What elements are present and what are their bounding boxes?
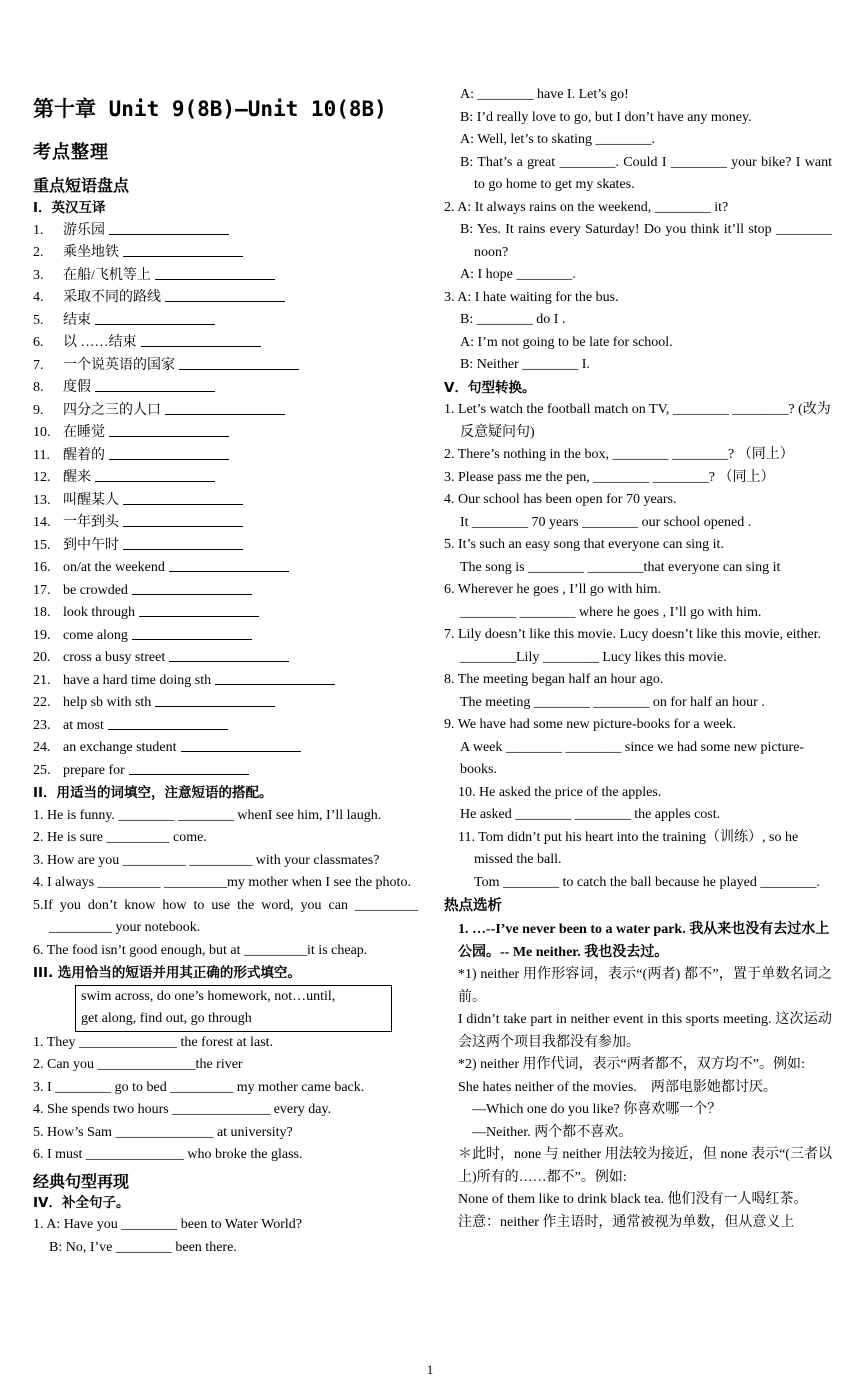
phrase-text: an exchange student — [63, 740, 177, 755]
phrase-number: 19. — [33, 627, 51, 643]
answer-line: He asked ________ ________ the apples cost. — [460, 807, 721, 822]
phrase-box-line: swim across, do one’s homework, not…until, — [81, 988, 336, 1004]
answer-line: The song is ________ ________that everyone can sing it — [460, 559, 781, 575]
exercise-line: B: No, I’ve ________ been there. — [49, 1239, 237, 1255]
phrase-number: 25. — [33, 762, 51, 778]
section-title: 考点整理 — [33, 142, 109, 163]
exercise-line: 1. Let’s watch the football match on TV, ________ ________? (改为反意疑问句) — [444, 402, 831, 440]
sentences-heading: 经典句型再现 — [33, 1171, 130, 1191]
phrase-item — [33, 670, 418, 693]
phrase-number: 5. — [33, 312, 44, 328]
part3-heading: III. 选用恰当的短语并用其正确的形式填空。 — [33, 965, 301, 981]
phrase-text: 四分之三的人口 — [63, 402, 161, 418]
phrase-item — [33, 557, 418, 580]
answer-blank[interactable] — [155, 692, 275, 707]
phrase-text: 结束 — [63, 312, 91, 328]
phrase-number: 21. — [33, 672, 51, 688]
phrases-section — [33, 173, 418, 1259]
phrase-item — [33, 310, 418, 333]
exercise-line: A: ________ have I. Let’s go! — [460, 87, 629, 102]
phrase-number: 8. — [33, 380, 44, 395]
answer-blank[interactable] — [95, 377, 215, 392]
answer-blank[interactable] — [95, 310, 215, 325]
phrase-number: 18. — [33, 605, 51, 620]
answer-blank[interactable] — [123, 535, 243, 550]
part5-heading: V．句型转换。 — [444, 379, 536, 396]
answer-blank[interactable] — [123, 242, 243, 257]
part2-heading: II．用适当的词填空，注意短语的搭配。 — [33, 785, 273, 801]
answer-line: It ________ 70 years ________ our school opened . — [460, 514, 752, 530]
exercise-line: B: Neither ________ I. — [460, 357, 590, 372]
phrase-text: help sb with sth — [63, 695, 152, 710]
answer-blank[interactable] — [108, 715, 228, 730]
exercise-line: A: Well, let’s to skating ________. — [460, 132, 655, 147]
phrase-item — [33, 737, 418, 760]
exercise-line: 2. A: It always rains on the weekend, ________ it? — [444, 199, 729, 215]
phrase-number: 12. — [33, 470, 51, 485]
exercise-line: B: ________ do I . — [460, 312, 566, 327]
phrase-text: be crowded — [63, 582, 128, 598]
answer-blank[interactable] — [109, 422, 229, 437]
exercise-line: 8. The meeting began half an hour ago. — [444, 672, 664, 687]
answer-blank[interactable] — [215, 670, 335, 685]
phrase-number: 15. — [33, 537, 51, 553]
phrase-number: 6. — [33, 335, 44, 350]
phrase-text: cross a busy street — [63, 650, 166, 665]
phrase-text: 醒着的 — [63, 447, 105, 463]
answer-blank[interactable] — [132, 625, 252, 640]
phrase-item — [33, 692, 418, 715]
phrase-number: 4. — [33, 290, 44, 305]
phrase-number: 20. — [33, 650, 51, 665]
hot-paragraph: —Which one do you like? 你喜欢哪一个？ — [472, 1102, 722, 1117]
phrase-item — [33, 760, 418, 783]
phrase-item — [33, 355, 418, 378]
phrase-number: 16. — [33, 560, 51, 575]
phrase-item — [33, 445, 418, 468]
exercise-line: 3. How are you _________ _________ with your classmates? — [33, 852, 380, 868]
answer-blank[interactable] — [132, 580, 252, 595]
phrase-text: have a hard time doing sth — [63, 672, 212, 688]
phrase-text: prepare for — [63, 762, 125, 778]
phrase-text: on/at the weekend — [63, 560, 165, 575]
part3-list — [33, 1032, 418, 1167]
phrase-text: 在船/飞机等上 — [63, 267, 151, 283]
phrase-text: look through — [63, 605, 135, 620]
answer-blank[interactable] — [165, 400, 285, 415]
exercise-line: 4. I always _________ _________my mother when I see the photo. — [33, 875, 411, 890]
answer-blank[interactable] — [139, 602, 259, 617]
phrase-number: 22. — [33, 695, 51, 710]
phrase-item — [33, 535, 418, 558]
phrase-number: 3. — [33, 267, 44, 283]
exercise-line: 10. He asked the price of the apples. — [458, 784, 662, 800]
exercise-line: 9. We have had some new picture-books for a week. — [444, 717, 737, 732]
phrase-item — [33, 625, 418, 648]
phrase-text: come along — [63, 627, 128, 643]
answer-blank[interactable] — [129, 760, 249, 775]
exercise-line: B: Yes. It rains every Saturday! Do you think it’ll stop ________ noon? — [460, 222, 832, 260]
phrase-item — [33, 715, 418, 738]
hot-point-1: 1. …--I’ve never been to a water park. 我从来也没有去过水上公园。-- Me neither. 我也没去过。 — [458, 922, 830, 960]
exercise-line: 2. He is sure _________ come. — [33, 830, 207, 845]
answer-blank[interactable] — [123, 490, 243, 505]
phrase-item — [33, 512, 418, 535]
phrase-number: 14. — [33, 515, 51, 530]
phrase-number: 11. — [33, 447, 50, 463]
answer-blank[interactable] — [165, 287, 285, 302]
answer-blank[interactable] — [141, 332, 261, 347]
exercise-line: 7. Lily doesn’t like this movie. Lucy doesn’t like this movie, either. — [444, 627, 822, 642]
right-content — [444, 84, 832, 1234]
phrase-text: 一个说英语的国家 — [63, 357, 175, 373]
answer-blank[interactable] — [109, 220, 229, 235]
exercise-line: B: I’d really love to go, but I don’t have any money. — [460, 109, 752, 125]
answer-blank[interactable] — [95, 467, 215, 482]
exercise-line: A: I’m not going to be late for school. — [460, 334, 673, 350]
answer-line: Tom ________ to catch the ball because he played ________. — [474, 874, 820, 890]
exercise-line: 5.If you don’t know how to use the word, you can _________ _________ your notebook. — [33, 897, 418, 935]
exercise-line: 2. Can you ______________the river — [33, 1057, 243, 1072]
exercise-line: 4. Our school has been open for 70 years. — [444, 492, 677, 507]
exercise-line: 1. A: Have you ________ been to Water World? — [33, 1217, 303, 1232]
phrase-item — [33, 242, 418, 265]
part1-list — [33, 220, 418, 783]
hot-paragraph: I didn’t take part in neither event in this sports meeting. 这次运动会这两个项目我都没有参加。 — [458, 1012, 832, 1050]
phrase-item — [33, 265, 418, 288]
phrase-item — [33, 647, 418, 670]
phrase-item — [33, 602, 418, 625]
phrase-text: 采取不同的路线 — [63, 290, 161, 305]
answer-line: ________ ________ where he goes , I’ll go with him. — [460, 604, 762, 620]
answer-blank[interactable] — [109, 445, 229, 460]
phrase-text: 一年到头 — [63, 515, 119, 530]
phrase-item — [33, 467, 418, 490]
part2-list — [33, 805, 418, 963]
phrase-text: 醒来 — [63, 470, 91, 485]
phrase-box-line: get along, find out, go through — [81, 1011, 252, 1026]
exercise-line: 3. Please pass me the pen, ________ ________? （同上） — [444, 469, 775, 485]
phrase-text: 度假 — [63, 380, 91, 395]
exercise-line: 2. There’s nothing in the box, ________ ________? （同上） — [444, 447, 794, 462]
exercise-line: 3. I ________ go to bed _________ my mother came back. — [33, 1079, 365, 1095]
page-number: 1 — [426, 1362, 434, 1377]
exercise-line: 6. Wherever he goes , I’ll go with him. — [444, 582, 662, 597]
phrase-item — [33, 220, 418, 243]
exercise-line: B: That’s a great ________. Could I ________ your bike? I want to go home to get my skates. — [460, 154, 832, 192]
phrase-item — [33, 580, 418, 603]
hot-paragraph: ＊此时，none 与 neither 用法较为接近，但 none 表示“(三者以上)所有的……都不”。例如: — [458, 1147, 832, 1185]
phrase-box — [75, 985, 392, 1032]
answer-line: ________Lily ________ Lucy likes this movie. — [460, 649, 727, 665]
phrase-text: 叫醒某人 — [63, 492, 119, 508]
phrase-number: 23. — [33, 717, 51, 733]
answer-blank[interactable] — [179, 355, 299, 370]
phrase-number: 17. — [33, 582, 51, 598]
phrase-number: 24. — [33, 740, 51, 755]
answer-blank[interactable] — [155, 265, 275, 280]
exercise-line: 1. They ______________ the forest at last. — [33, 1034, 274, 1050]
phrase-number: 2. — [33, 245, 44, 260]
answer-blank[interactable] — [123, 512, 243, 527]
phrase-item — [33, 400, 418, 423]
phrases-heading: 重点短语盘点 — [33, 176, 130, 195]
exercise-line: A: I hope ________. — [460, 267, 576, 282]
exercise-line: 5. How’s Sam ______________ at university? — [33, 1124, 293, 1140]
phrase-item — [33, 332, 418, 355]
phrase-number: 10. — [33, 425, 51, 440]
hot-paragraph: —Neither. 两个都不喜欢。 — [472, 1124, 633, 1140]
hot-paragraph: *2) neither 用作代词，表示“两者都不，双方均不”。例如: — [458, 1057, 805, 1072]
phrase-text: 以 ……结束 — [63, 335, 137, 350]
phrase-text: 到中午时 — [63, 537, 119, 553]
exercise-line: 1. He is funny. ________ ________ whenI see him, I’ll laugh. — [33, 807, 382, 823]
phrase-number: 7. — [33, 357, 44, 373]
part5-list — [444, 399, 832, 894]
hot-paragraph: She hates neither of the movies. 两部电影她都讨厌。 — [458, 1079, 777, 1095]
phrase-item — [33, 490, 418, 513]
hot-paragraph: 注意：neither 作主语时，通常被视为单数，但从意义上 — [458, 1214, 795, 1230]
phrase-number: 9. — [33, 402, 44, 418]
phrase-text: 在睡觉 — [63, 425, 105, 440]
exercise-line: 4. She spends two hours ______________ every day. — [33, 1102, 332, 1117]
page-title: 第十章 Unit 9(8B)—Unit 10(8B) — [33, 97, 387, 121]
phrase-number: 13. — [33, 492, 51, 508]
phrase-text: 游乐园 — [63, 222, 105, 238]
phrase-text: 乘坐地铁 — [63, 245, 119, 260]
hot-paragraph: None of them like to drink black tea. 他们没有一人喝红茶。 — [458, 1192, 808, 1207]
exercise-line: 5. It’s such an easy song that everyone can sing it. — [444, 537, 724, 552]
hot-paragraph: *1) neither 用作形容词，表示“(两者) 都不”，置于单数名词之前。 — [458, 967, 832, 1005]
answer-blank[interactable] — [181, 737, 301, 752]
part4-heading: IV．补全句子。 — [33, 1194, 130, 1211]
phrase-number: 1. — [33, 222, 44, 238]
phrase-item — [33, 377, 418, 400]
answer-line: A week ________ ________ since we had some new picture-books. — [460, 739, 805, 777]
exercise-line: 3. A: I hate waiting for the bus. — [444, 289, 619, 305]
phrase-item — [33, 422, 418, 445]
phrase-item — [33, 287, 418, 310]
phrase-text: at most — [63, 717, 104, 733]
answer-line: The meeting ________ ________ on for half an hour . — [460, 694, 765, 710]
part1-heading: I．英汉互译 — [33, 200, 106, 216]
answer-blank[interactable] — [169, 557, 289, 572]
exercise-line: 6. The food isn’t good enough, but at _________it is cheap. — [33, 942, 368, 958]
answer-blank[interactable] — [169, 647, 289, 662]
exercise-line: 11. Tom didn’t put his heart into the training（训练）, so he missed the ball. — [458, 829, 799, 867]
exercise-line: 6. I must ______________ who broke the glass. — [33, 1147, 303, 1162]
hot-heading: 热点选析 — [444, 898, 502, 914]
